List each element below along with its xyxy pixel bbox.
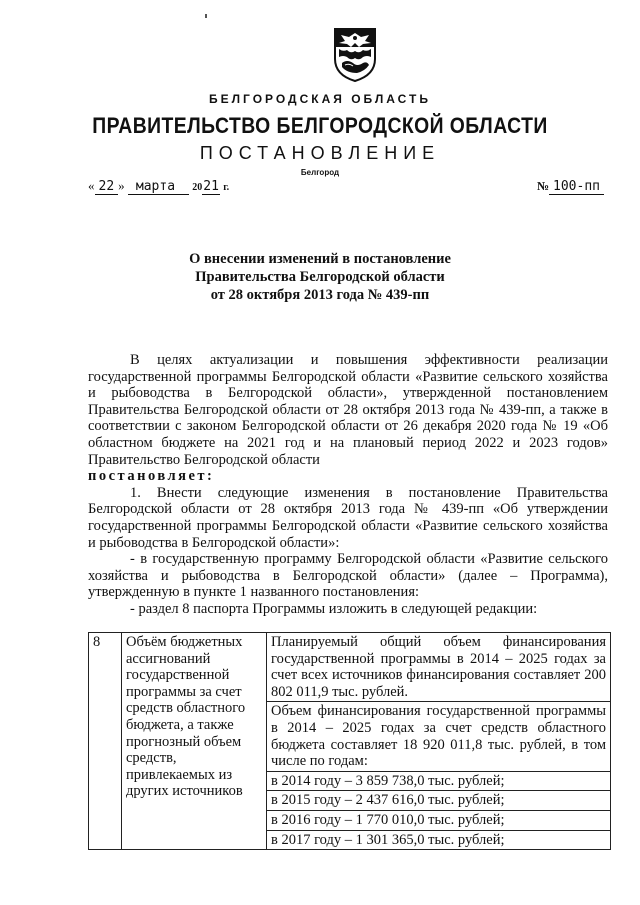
row-number-cell: 8: [89, 633, 122, 850]
title-line-3: от 28 октября 2013 года № 439-пп: [210, 287, 430, 303]
date-year-unit: г.: [223, 182, 230, 193]
date-close-quote: »: [118, 178, 125, 193]
year-2017-text: в 2017 году – 1 301 365,0 тыс. рублей;: [271, 831, 505, 848]
regional-funding-text: Объем финансирования государственной программы в 2014 – 2025 годах за счет средств областного бюджета составляет 18 920 011,8 тыс. рублей, в том числе по годам:: [267, 702, 610, 771]
section-paragraph: - раздел 8 паспорта Программы изложить в следующей редакции:: [130, 600, 538, 617]
program-paragraph: - в государственную программу Белгородской области «Развитие сельского хозяйства и рыбоводства в Белгородской области» (далее – Программа), утвержденную в пункте 1 названного постановления:: [88, 551, 608, 601]
document-number: [537, 178, 604, 194]
year-2016-text: в 2016 году – 1 770 010,0 тыс. рублей;: [267, 811, 610, 831]
region-heading: БЕЛГОРОДСКАЯ ОБЛАСТЬ: [209, 92, 431, 106]
passport-table: [88, 632, 611, 850]
document-type-heading: ПОСТАНОВЛЕНИЕ: [199, 143, 441, 163]
number-value: 100-пп: [549, 179, 604, 195]
decree-word: постановляет:: [88, 468, 215, 485]
year-2015-text: в 2015 году – 2 437 616,0 тыс. рублей;: [267, 791, 610, 811]
date-line: [88, 178, 229, 195]
row-label-cell: Объём бюджетных ассигнований государственной программы за счет средств областного бюджета, а также прогнозный объем средств, привлекаемых из других источников: [122, 633, 267, 850]
date-month: марта: [128, 179, 189, 195]
scan-speck: [205, 14, 207, 18]
date-year-prefix: 20: [192, 182, 203, 193]
table-row: [89, 633, 611, 850]
government-heading: ПРАВИТЕЛЬСТВО БЕЛГОРОДСКОЙ ОБЛАСТИ: [92, 113, 548, 138]
date-day: 22: [95, 179, 119, 195]
clause-1-paragraph: 1. Внести следующие изменения в постановление Правительства Белгородской области от 28 октября 2013 года № 439-пп «Об утверждении государственной программы Белгородской области «Развитие сельского хозяйства и рыбоводства в Белгородской области»:: [88, 484, 608, 551]
title-line-1: О внесении изменений в постановление: [189, 251, 451, 267]
date-open-quote: «: [88, 178, 95, 193]
coat-of-arms-emblem: [331, 25, 379, 83]
number-sign: №: [536, 179, 550, 193]
date-year-suffix: 21: [203, 179, 219, 194]
year-2014-text: в 2014 году – 3 859 738,0 тыс. рублей;: [267, 772, 610, 792]
document-title: [0, 250, 640, 304]
row-content-cell: [267, 633, 611, 850]
preamble-paragraph: В целях актуализации и повышения эффективности реализации государственной программы Белгородской области «Развитие сельского хозяйства и рыбоводства в Белгородской области», утвержденной постановлением Правительства Белгородской области от 28 октября 2013 года № 439-пп, а также в соответствии с законом Белгородской области от 26 декабря 2020 года № 19 «Об областном бюджете на 2021 год и на плановый период 2022 и 2023 годов» Правительство Белгородской области: [88, 352, 608, 468]
title-line-2: Правительства Белгородской области: [195, 269, 445, 285]
document-body: [88, 352, 608, 618]
total-funding-text: Планируемый общий объем финансирования государственной программы в 2014 – 2025 годах за счет всех источников финансирования составляет 200 802 011,9 тыс. рублей.: [267, 633, 610, 702]
city-label: Белгород: [300, 168, 340, 177]
